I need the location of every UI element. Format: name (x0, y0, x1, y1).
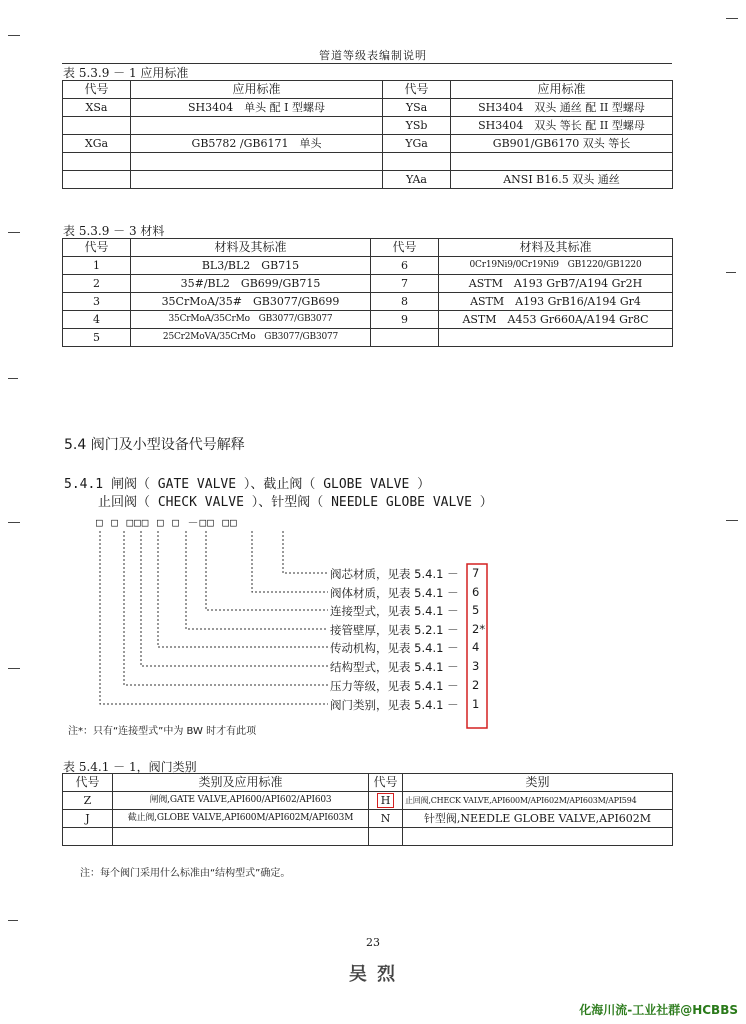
cell (369, 828, 403, 846)
cell: YSa (383, 99, 451, 117)
code-number: 6 (472, 585, 480, 599)
code-number: 4 (472, 640, 480, 654)
code-footnote: 注*：只有“连接型式”中为 BW 时才有此项 (68, 726, 257, 737)
cell: 截止阀,GLOBE VALVE,API600M/API602M/API603M (113, 810, 369, 828)
header-cell: 材料及其标准 (439, 239, 673, 257)
cell: YAa (383, 171, 451, 189)
cell: 1 (63, 257, 131, 275)
cell: XGa (63, 135, 131, 153)
code-label-valve-body: 阀体材质，见表 5.4.1 － (330, 586, 459, 600)
cell: 35CrMoA/35# GB3077/GB699 (131, 293, 371, 311)
cell: 3 (63, 293, 131, 311)
table3-caption: 表 5.4.1 － 1，阀门类别 (63, 760, 197, 774)
header-cell: 代号 (63, 81, 131, 99)
cell (369, 792, 403, 810)
cell: 针型阀,NEEDLE GLOBE VALVE,API602M (403, 810, 673, 828)
section-title-5-4-1: 5.4.1 闸阀（ GATE VALVE ）、截止阀（ GLOBE VALVE ） (64, 477, 431, 492)
code-number: 1 (472, 697, 480, 711)
page-number: 23 (366, 936, 380, 949)
cell: 止回阀,CHECK VALVE,API600M/API602M/API603M/API594 (403, 792, 673, 810)
table-header-row (63, 774, 673, 792)
table-row (63, 828, 673, 846)
table-valve-categories (62, 773, 673, 846)
header-cell: 代号 (369, 774, 403, 792)
code-label-valve-type: 阀门类别，见表 5.4.1 － (330, 698, 459, 712)
code-number: 7 (472, 566, 480, 580)
cell (403, 828, 673, 846)
cell: 35#/BL2 GB699/GB715 (131, 275, 371, 293)
header-cell: 代号 (371, 239, 439, 257)
header-cell: 代号 (383, 81, 451, 99)
table-row (63, 792, 673, 810)
code-label-wall-thickness: 接管壁厚，见表 5.2.1 － (330, 623, 459, 637)
cell: 0Cr19Ni9/0Cr19Ni9 GB1220/GB1220 (439, 257, 673, 275)
code-label-structure: 结构型式，见表 5.4.1 － (330, 660, 459, 674)
cell: SH3404 双头 等长 配 II 型螺母 (451, 117, 673, 135)
cell: 35CrMoA/35CrMo GB3077/GB3077 (131, 311, 371, 329)
code-pattern: □ □ □□□ □ □ －□□ □□ (96, 516, 238, 529)
cell: 5 (63, 329, 131, 347)
cell (113, 828, 369, 846)
cell: SH3404 单头 配 I 型螺母 (131, 99, 383, 117)
code-number: 2* (472, 622, 486, 636)
cell: 4 (63, 311, 131, 329)
code-label-pressure: 压力等级，见表 5.4.1 － (330, 679, 459, 693)
section-title-5-4-1-cont: 止回阀（ CHECK VALVE ）、针型阀（ NEEDLE GLOBE VALVE ） (98, 495, 493, 510)
cell: XSa (63, 99, 131, 117)
cell: 25Cr2MoVA/35CrMo GB3077/GB3077 (131, 329, 371, 347)
cell: 9 (371, 311, 439, 329)
highlighted-code: H (377, 793, 395, 808)
code-label-connection: 连接型式，见表 5.4.1 － (330, 604, 459, 618)
cell: SH3404 双头 通丝 配 II 型螺母 (451, 99, 673, 117)
cell: ANSI B16.5 双头 通丝 (451, 171, 673, 189)
cell: J (63, 810, 113, 828)
cell: 6 (371, 257, 439, 275)
cell: Z (63, 792, 113, 810)
cell: ASTM A193 GrB7/A194 Gr2H (439, 275, 673, 293)
code-label-valve-core: 阀芯材质，见表 5.4.1 － (330, 567, 459, 581)
cell: YGa (383, 135, 451, 153)
header-cell: 应用标准 (451, 81, 673, 99)
header-cell: 代号 (63, 774, 113, 792)
cell: ASTM A193 GrB16/A194 Gr4 (439, 293, 673, 311)
code-label-actuator: 传动机构，见表 5.4.1 － (330, 641, 459, 655)
table2-caption: 表 5.3.9 － 3 材料 (63, 224, 165, 238)
cell: YSb (383, 117, 451, 135)
table1-caption: 表 5.3.9 － 1 应用标准 (63, 66, 189, 80)
code-number: 5 (472, 603, 480, 617)
code-number: 3 (472, 659, 480, 673)
cell (63, 828, 113, 846)
cell: BL3/BL2 GB715 (131, 257, 371, 275)
table3-footnote: 注：每个阀门采用什么标准由“结构型式”确定。 (80, 868, 291, 879)
section-title-5-4: 5.4 阀门及小型设备代号解释 (64, 437, 245, 453)
code-number: 2 (472, 678, 480, 692)
header-cell: 类别 (403, 774, 673, 792)
cell: N (369, 810, 403, 828)
cell: 7 (371, 275, 439, 293)
table-row (63, 810, 673, 828)
cell: GB5782 /GB6171 单头 (131, 135, 383, 153)
cell: ASTM A453 Gr660A/A194 Gr8C (439, 311, 673, 329)
header-cell: 材料及其标准 (131, 239, 371, 257)
page-header: 管道等级表编制说明 (319, 49, 427, 62)
header-cell: 代号 (63, 239, 131, 257)
cell: 闸阀,GATE VALVE,API600/API602/API603 (113, 792, 369, 810)
header-cell: 类别及应用标准 (113, 774, 369, 792)
header-cell: 应用标准 (131, 81, 383, 99)
cell: GB901/GB6170 双头 等长 (451, 135, 673, 153)
footer-stamp: 吴 烈 (348, 964, 398, 985)
cell: 8 (371, 293, 439, 311)
cell: 2 (63, 275, 131, 293)
watermark: 化海川流-工业社群@HCBBS (579, 1003, 738, 1017)
